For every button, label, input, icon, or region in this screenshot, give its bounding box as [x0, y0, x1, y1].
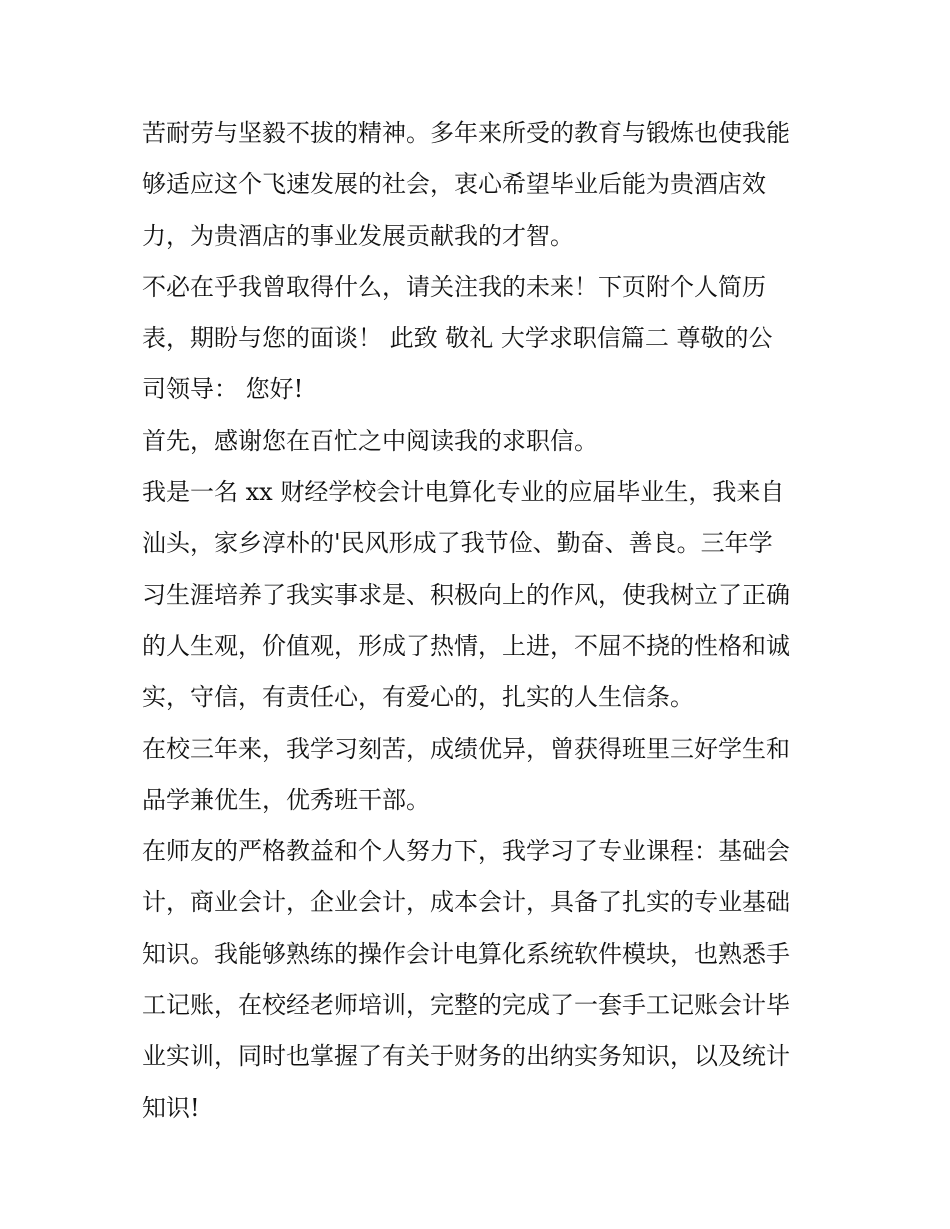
text-line: 在师友的严格教益和个人努力下，我学习了专业课程：基础会	[142, 837, 790, 866]
text-line: 我是一名 xx 财经学校会计电算化专业的应届毕业生，我来自	[142, 478, 785, 507]
text-line: 不必在乎我曾取得什么，请关注我的未来！下页附个人简历	[142, 272, 766, 301]
body-text	[142, 108, 814, 1134]
text-line: 够适应这个飞速发展的社会，衷心希望毕业后能为贵酒店效	[142, 170, 766, 199]
text-line: 力，为贵酒店的事业发展贡献我的才智。	[142, 221, 574, 250]
text-line: 习生涯培养了我实事求是、积极向上的作风，使我树立了正确	[142, 580, 790, 609]
text-line: 实，守信，有责任心，有爱心的，扎实的人生信条。	[142, 683, 694, 712]
text-line: 汕头，家乡淳朴的'民风形成了我节俭、勤奋、善良。三年学	[142, 529, 773, 558]
text-line: 的人生观，价值观，形成了热情，上进，不屈不挠的性格和诚	[142, 631, 790, 660]
text-line: 计，商业会计，企业会计，成本会计，具备了扎实的专业基础	[142, 888, 790, 917]
text-line: 在校三年来，我学习刻苦，成绩优异，曾获得班里三好学生和	[142, 734, 790, 763]
text-line: 司领导： 您好!	[142, 375, 304, 404]
text-line: 品学兼优生，优秀班干部。	[142, 785, 430, 814]
text-line: 表，期盼与您的面谈！ 此致 敬礼 大学求职信篇二 尊敬的公	[142, 324, 773, 353]
text-line: 首先，感谢您在百忙之中阅读我的求职信。	[142, 426, 598, 455]
text-line: 业实训，同时也掌握了有关于财务的出纳实务知识，以及统计	[142, 1042, 790, 1071]
text-line: 苦耐劳与坚毅不拔的精神。多年来所受的教育与锻炼也使我能	[142, 119, 790, 147]
text-line: 工记账，在校经老师培训，完整的完成了一套手工记账会计毕	[142, 991, 790, 1020]
text-line: 知识。我能够熟练的操作会计电算化系统软件模块，也熟悉手	[142, 939, 790, 968]
text-line: 知识!	[142, 1093, 200, 1122]
